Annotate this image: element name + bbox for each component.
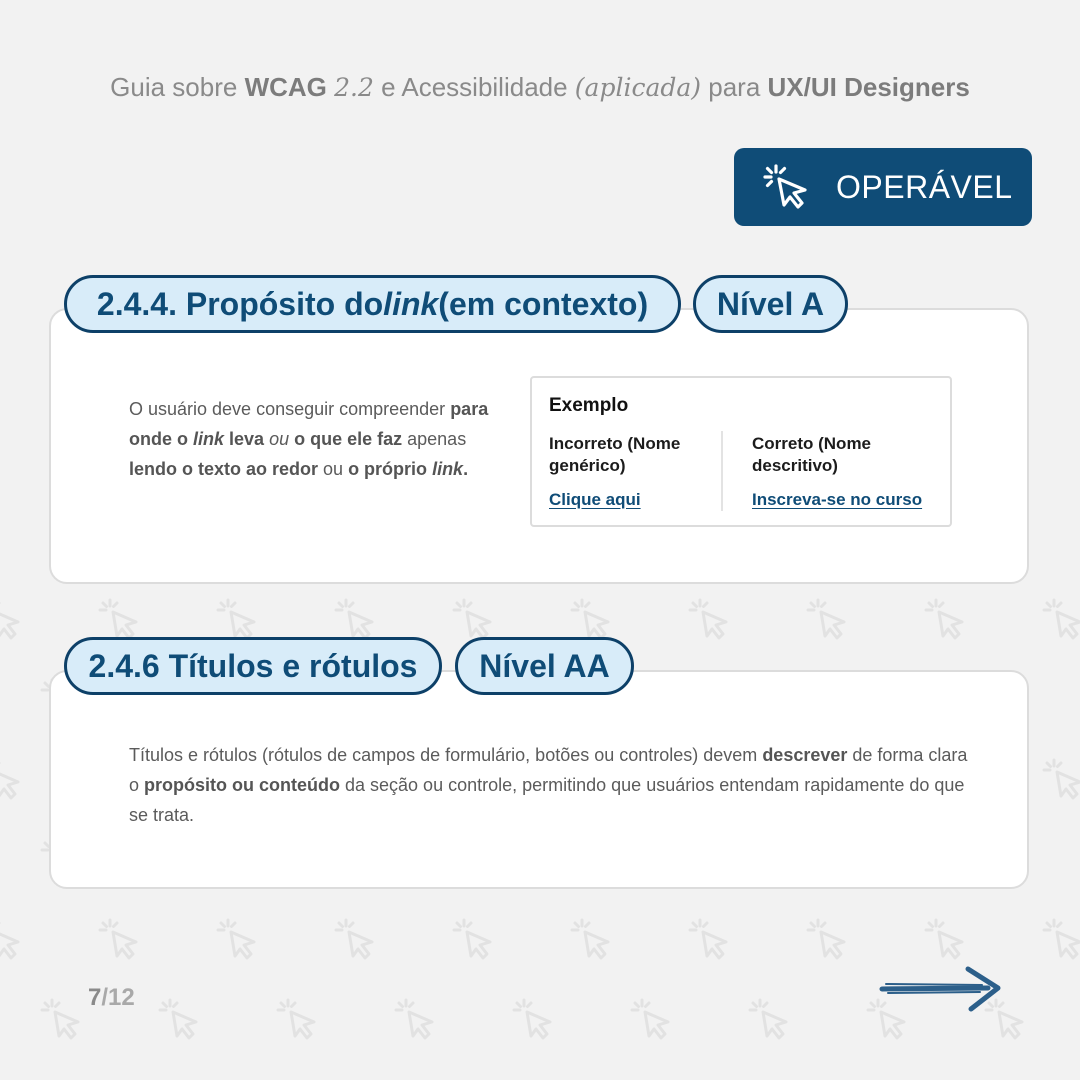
link-clique-aqui[interactable]: Clique aqui	[549, 490, 641, 509]
guide-title: Guia sobre WCAG 2.2 e Acessibilidade (aplicada) para UX/UI Designers	[110, 72, 970, 102]
incorrect-label: Incorreto (Nome genérico)	[549, 434, 681, 475]
criterion-description-2-4-6: Títulos e rótulos (rótulos de campos de formulário, botões ou controles) devem descrever de forma clara o propósito ou conteúdo da seção ou controle, permitindo que usuários entendam rapidamente do que se trata.	[129, 745, 968, 825]
example-box	[530, 376, 952, 527]
criterion-description-2-4-4: O usuário deve conseguir compreender para onde o link leva ou o que ele faz apenas lendo o texto ao redor ou o próprio link.	[129, 399, 489, 479]
criterion-title-2-4-6: 2.4.6 Títulos e rótulos	[64, 637, 442, 695]
example-title: Exemplo	[549, 395, 629, 416]
correct-label: Correto (Nome descritivo)	[752, 434, 872, 475]
category-label: OPERÁVEL	[836, 168, 1013, 205]
example-correct	[752, 433, 942, 511]
level-badge-a: Nível A	[693, 275, 848, 333]
arrow-right-icon[interactable]	[878, 962, 1004, 1016]
example-incorrect	[549, 433, 719, 511]
cursor-click-icon	[762, 163, 812, 211]
criterion-title-2-4-4: 2.4.4. Propósito do link (em contexto)	[64, 275, 681, 333]
level-badge-aa: Nível AA	[455, 637, 634, 695]
page-indicator: 7/12	[88, 984, 135, 1011]
link-inscreva-se[interactable]: Inscreva-se no curso	[752, 490, 923, 509]
category-badge	[734, 148, 1032, 226]
example-divider	[721, 431, 723, 511]
